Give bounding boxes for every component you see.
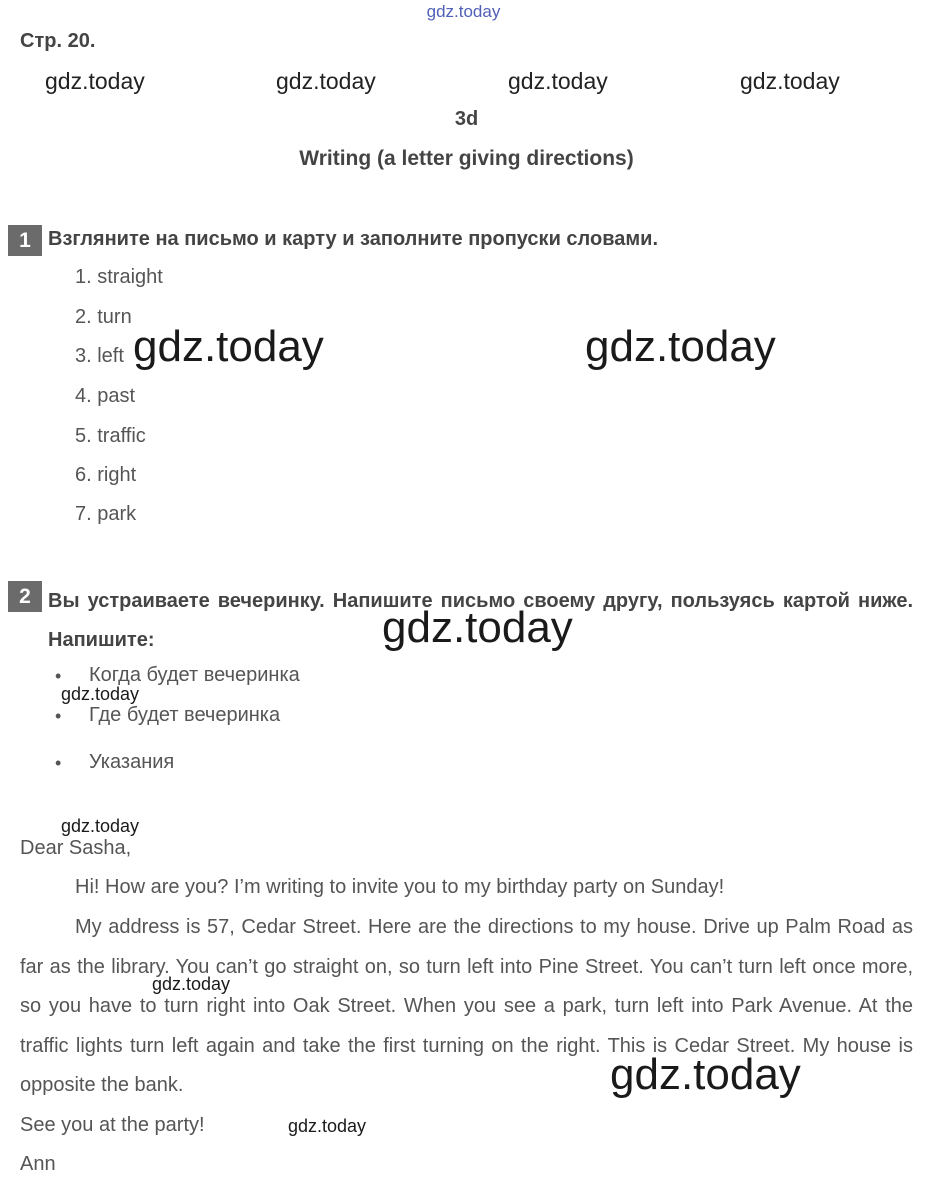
watermark: gdz.today — [61, 684, 140, 704]
watermark: gdz.today — [45, 68, 145, 94]
letter-paragraph: My address is 57, Cedar Street. Here are the directions to my house. Drive up Palm Road as far as the library. You can’t go straight on, so turn left into Pine Street. You can’t turn left once more, so you have to turn right into Oak Street. When you see a park, turn left into Park Avenue. At the traffic lights turn left again and take the first turning on the right. This is Cedar Street. My house is opposite the bank. — [20, 916, 913, 1096]
bullet-icon: • — [55, 706, 62, 726]
bullet-icon: • — [55, 666, 62, 686]
watermark: gdz.today — [508, 68, 608, 94]
task1-instruction: Взгляните на письмо и карту и заполните пропуски словами. — [48, 228, 658, 250]
answer-item: 3. left — [75, 345, 124, 367]
bullet-item: Где будет вечеринка — [89, 704, 281, 726]
watermark: gdz.today — [288, 1116, 367, 1136]
watermark: gdz.today — [61, 816, 140, 836]
letter-line: Hi! How are you? I’m writing to invite you to my birthday party on Sunday! — [75, 876, 725, 898]
watermark: gdz.today — [152, 974, 231, 994]
watermark-top: gdz.today — [426, 2, 501, 21]
task-number-badge: 1 — [8, 225, 42, 256]
letter-closing: See you at the party! — [20, 1114, 205, 1136]
answer-item: 1. straight — [75, 266, 163, 288]
unit-label: 3d — [454, 108, 479, 130]
watermark: gdz.today — [610, 1050, 801, 1099]
watermark: gdz.today — [276, 68, 376, 94]
watermark: gdz.today — [585, 322, 776, 371]
letter-signature: Ann — [20, 1153, 56, 1175]
bullet-item: Когда будет вечеринка — [89, 664, 300, 686]
letter-greeting: Dear Sasha, — [20, 837, 132, 859]
section-title: Writing (a letter giving directions) — [299, 147, 634, 170]
bullet-item: Указания — [89, 751, 175, 773]
answer-item: 6. right — [75, 464, 137, 486]
page-number: Стр. 20. — [20, 30, 96, 52]
answer-item: 7. park — [75, 503, 137, 525]
watermark: gdz.today — [740, 68, 840, 94]
task-number-badge: 2 — [8, 581, 42, 612]
bullet-icon: • — [55, 753, 62, 773]
answer-item: 5. traffic — [75, 425, 146, 447]
answer-item: 4. past — [75, 385, 136, 407]
watermark: gdz.today — [382, 603, 573, 652]
watermark: gdz.today — [133, 322, 324, 371]
answer-item: 2. turn — [75, 306, 132, 328]
task2-instruction: Вы устраиваете вечеринку. Напишите письмо своему другу, пользуясь картой ниже. Напишите: — [48, 590, 913, 651]
